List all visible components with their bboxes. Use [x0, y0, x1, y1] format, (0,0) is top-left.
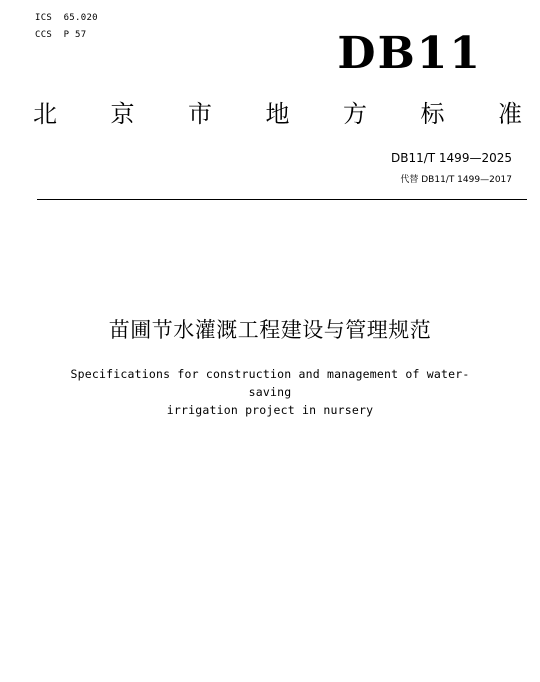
standard-type-char: 京	[110, 100, 135, 128]
replaces-standard: 代替 DB11/T 1499—2017	[400, 175, 512, 185]
standard-type-char: 市	[188, 100, 212, 128]
standard-type-heading	[33, 102, 522, 126]
standard-type-char: 方	[343, 100, 367, 128]
title-en-line: irrigation project in nursery	[166, 403, 374, 417]
title-en-line: Specifications for construction and management of water-saving	[70, 367, 470, 399]
document-title-en	[50, 365, 490, 419]
header-divider	[37, 199, 527, 200]
standard-number: DB11/T 1499—2025	[390, 151, 512, 165]
standard-type-char: 北	[33, 100, 57, 128]
standard-code-logo: DB11	[337, 28, 482, 79]
standard-type-char: 地	[265, 100, 290, 128]
standard-type-char: 标	[420, 100, 445, 128]
ccs-code: CCS P 57	[35, 30, 87, 40]
ics-code: ICS 65.020	[35, 13, 98, 23]
standard-type-char: 准	[498, 100, 522, 128]
document-title-zh: 苗圃节水灌溉工程建设与管理规范	[108, 318, 432, 342]
